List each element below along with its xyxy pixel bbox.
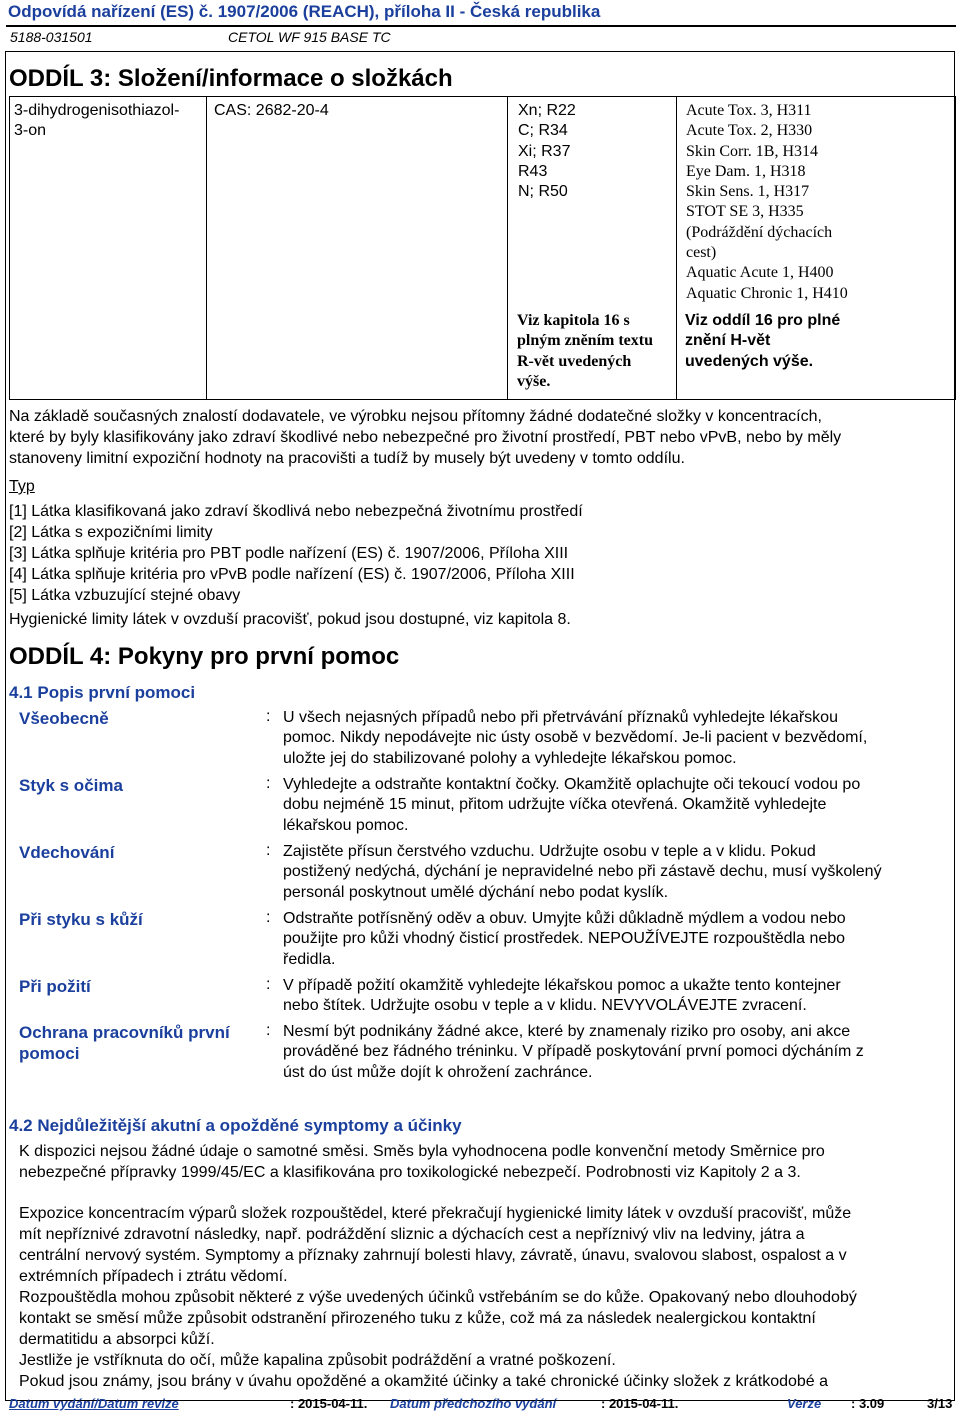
section4-title: ODDÍL 4: Pokyny pro první pomoc <box>9 643 400 670</box>
symptoms-details: Expozice koncentracím výparů složek rozpouštědel, které překračují hygienické limity látek v ovzduší pracovišť, může mít nepříznivé zdravotní následky, např. podráždění sliznic a dýchacích cest a nepříznivý vliv na ledviny, játra a centrální nervový systém. Symptomy a příznaky zahrnují bolesti hlavy, závratě, únavu, svalovou slabost, ospalost a v extrémních případech i ztrátu vědomí. Rozpouštědla mohou způsobit některé z výše uvedených účinků vstřebáním se do kůže. Opakovaný nebo dlouhodobý kontakt se směsí může způsobit odstranění přirozeného tuku z kůže, což má za následek nealergickou kontaktní dermatitidu a absorpci kůží. Jestliže je vstříknuta do očí, může kapalina způsobit podráždění a vratné poškození. Pokud jsou známy, jsou brány v úvahu opožděné a okamžité účinky a také chronické účinky složek z krátkodobé a <box>19 1205 857 1390</box>
footer-version-value: : 3.09 <box>851 1396 885 1411</box>
footer-version-label: Verze <box>787 1396 822 1411</box>
footer-previous-date: : 2015-04-11. <box>601 1396 679 1411</box>
cas-number: CAS: 2682-20-4 <box>214 102 329 119</box>
limits-note: Hygienické limity látek v ovzduší pracovišť, pokud jsou dostupné, viz kapitola 8. <box>9 611 571 628</box>
product-code: 5188-031501 <box>10 29 93 45</box>
label-colon: : <box>266 1022 271 1039</box>
footer-issue-label: Datum vydání/Datum revize <box>9 1396 179 1411</box>
first-aid-label-skin: Při styku s kůží <box>19 910 143 929</box>
first-aid-label-general: Všeobecně <box>19 709 109 728</box>
r-phrases-note: Viz kapitola 16 s plným zněním textu R-vět uvedených výše. <box>517 312 653 390</box>
label-colon: : <box>266 775 271 792</box>
first-aid-label-ingestion: Při požití <box>19 977 91 996</box>
label-colon: : <box>266 909 271 926</box>
table-divider <box>507 97 508 399</box>
first-aid-label-responders: Ochrana pracovníků první pomoci <box>19 1023 230 1063</box>
subsection-4-1-title: 4.1 Popis první pomoci <box>9 683 196 702</box>
components-notice: Na základě současných znalostí dodavatele, ve výrobku nejsou přítomny žádné dodatečné složky v koncentracích, které by byly klasifikovány jako zdraví škodlivé nebo nebezpečné pro životní prostředí, PBT nebo vPvB, nebo by měly stanoveny limitní expoziční hodnoty na pracovišti a tudíž by musely být uvedeny v tomto oddílu. <box>9 408 842 467</box>
table-divider <box>676 97 677 399</box>
h-phrases: Acute Tox. 3, H311 Acute Tox. 2, H330 Skin Corr. 1B, H314 Eye Dam. 1, H318 Skin Sens. 1, H317 STOT SE 3, H335 (Podráždění dýchacích cest) Aquatic Acute 1, H400 Aquatic Chronic 1, H410 <box>686 102 848 302</box>
first-aid-text-ingestion: V případě požití okamžitě vyhledejte lékařskou pomoc a ukažte tento kontejner nebo štítek. Udržujte osobu v teple a v klidu. NEVYVOLÁVEJTE zvracení. <box>283 977 841 1015</box>
footer-page-number: 3/13 <box>927 1396 953 1411</box>
list-item: [2] Látka s expozičními limity <box>9 524 213 541</box>
label-colon: : <box>266 708 271 725</box>
type-label: Typ <box>9 478 35 495</box>
first-aid-text-general: U všech nejasných případů nebo při přetrvávání příznaků vyhledejte lékařskou pomoc. Nikdy nepodávejte nic ústy osobě v bezvědomí. Je-li pacient v bezvědomí, uložte jej do stabilizované polohy a vyhledejte lékařskou pomoc. <box>283 709 868 767</box>
regulation-title: Odpovídá nařízení (ES) č. 1907/2006 (REACH), příloha II - Česká republika <box>8 2 601 21</box>
section3-title: ODDÍL 3: Složení/informace o složkách <box>9 65 453 92</box>
list-item: [5] Látka vzbuzující stejné obavy <box>9 587 241 604</box>
footer-previous-label: Datum předchozího vydání <box>390 1396 557 1411</box>
symptoms-summary: K dispozici nejsou žádné údaje o samotné směsi. Směs byla vyhodnocena podle konvenční metody Směrnice pro nebezpečné přípravky 1999/45/EC a klasifikována pro toxikologické nebezpečí. Podrobnosti viz Kapitoly 2 a 3. <box>19 1143 825 1181</box>
list-item: [3] Látka splňuje kritéria pro PBT podle nařízení (ES) č. 1907/2006, Příloha XIII <box>9 545 569 562</box>
h-phrases-note: Viz oddíl 16 pro plné znění H-vět uvedených výše. <box>685 312 841 370</box>
header-divider <box>6 25 956 27</box>
first-aid-label-inhalation: Vdechování <box>19 843 115 862</box>
product-name: CETOL WF 915 BASE TC <box>228 29 391 45</box>
label-colon: : <box>266 976 271 993</box>
label-colon: : <box>266 842 271 859</box>
list-item: [1] Látka klasifikovaná jako zdraví škodlivá nebo nebezpečná životnímu prostředí <box>9 503 583 520</box>
r-phrases: Xn; R22 C; R34 Xi; R37 R43 N; R50 <box>518 102 576 201</box>
subsection-4-2-title: 4.2 Nejdůležitější akutní a opožděné symptomy a účinky <box>9 1116 462 1135</box>
list-item: [4] Látka splňuje kritéria pro vPvB podle nařízení (ES) č. 1907/2006, Příloha XIII <box>9 566 575 583</box>
first-aid-text-inhalation: Zajistěte přísun čerstvého vzduchu. Udržujte osobu v teple a v klidu. Pokud postižený nedýchá, dýchání je nepravidelné nebo při zástavě dechu, musí vyškolený personál poskytnout umělé dýchání nebo podat kyslík. <box>283 843 882 901</box>
table-divider <box>206 97 207 399</box>
component-name: 3-dihydrogenisothiazol- 3-on <box>14 102 180 140</box>
first-aid-text-skin: Odstraňte potřísněný oděv a obuv. Umyjte kůži důkladně mýdlem a vodou nebo použijte pro kůži vhodný čisticí prostředek. NEPOUŽÍVEJTE rozpouštědla nebo ředidla. <box>283 910 846 968</box>
footer-issue-date: : 2015-04-11. <box>290 1396 368 1411</box>
first-aid-text-eyes: Vyhledejte a odstraňte kontaktní čočky. Okamžitě oplachujte oči tekoucí vodou po dobu nejméně 15 minut, přitom udržujte víčka otevřená. Okamžitě vyhledejte lékařskou pomoc. <box>283 776 861 834</box>
first-aid-label-eyes: Styk s očima <box>19 776 123 795</box>
composition-table <box>9 96 956 400</box>
type-list <box>9 501 583 606</box>
first-aid-text-responders: Nesmí být podnikány žádné akce, které by znamenaly riziko pro osoby, ani akce prováděné bez řádného tréninku. V případě poskytování první pomoci dýcháním z úst do úst může dojít k ohrožení zachránce. <box>283 1023 864 1081</box>
